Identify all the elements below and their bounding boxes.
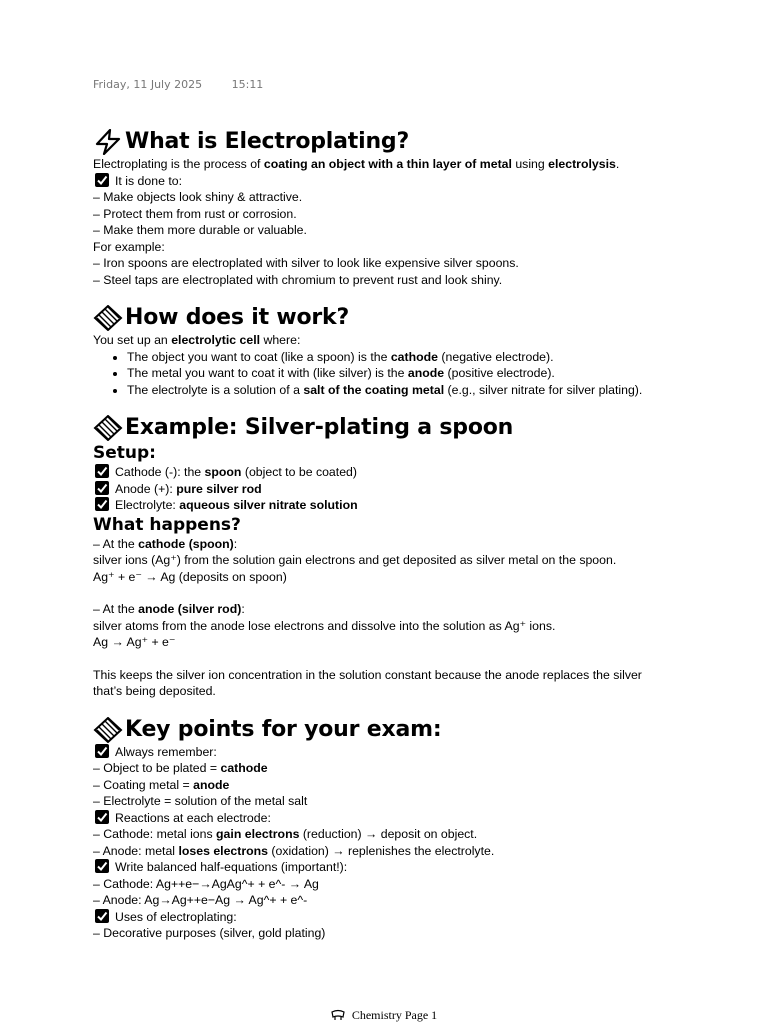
paragraph: – At the cathode (spoon): <box>93 536 238 551</box>
checklist-item: Reactions at each electrode: <box>93 810 743 827</box>
page-footer <box>0 1008 768 1025</box>
paragraph: This keeps the silver ion concentration in the solution constant because the anode replaces the silver <box>93 667 642 682</box>
list-item: – Protect them from rust or corrosion. <box>93 206 297 221</box>
checklist-item: Electrolyte: aqueous silver nitrate solution <box>93 497 743 514</box>
check-icon <box>95 909 109 923</box>
check-icon <box>95 464 109 478</box>
note-timestamp <box>93 78 263 91</box>
check-icon <box>95 810 109 824</box>
bullet-list <box>93 349 743 399</box>
list-item: • The object you want to coat (like a spoon) is the cathode (negative electrode). <box>127 349 743 366</box>
subheading-what-happens: What happens? <box>93 514 241 535</box>
checklist-item: It is done to: <box>93 173 743 190</box>
paragraph: silver atoms from the anode lose electrons and dissolve into the solution as Ag⁺ ions. <box>93 618 556 633</box>
list-item: – Decorative purposes (silver, gold plating) <box>93 926 326 940</box>
paragraph: that’s being deposited. <box>93 684 216 698</box>
checklist-item: Write balanced half-equations (important!): <box>93 859 743 876</box>
footer-label: Chemistry Page 1 <box>351 1008 438 1022</box>
check-icon <box>95 744 109 758</box>
hatched-diamond-icon <box>93 304 125 332</box>
notebook-icon <box>331 1009 345 1025</box>
hatched-diamond-icon <box>93 716 125 744</box>
paragraph: – At the anode (silver rod): <box>93 602 245 616</box>
checklist-item: Always remember: <box>93 744 743 761</box>
list-item: – Coating metal = anode <box>93 777 230 792</box>
paragraph: For example: <box>93 239 165 254</box>
lightning-icon <box>93 128 125 156</box>
section-heading-electroplating: What is Electroplating? <box>93 128 743 156</box>
section-heading-key-points: Key points for your exam: <box>93 716 743 744</box>
check-icon <box>95 481 109 495</box>
section-heading-how-it-works: How does it work? <box>93 304 743 332</box>
note-time: 15:11 <box>231 78 264 91</box>
list-item: • The metal you want to coat it with (like silver) is the anode (positive electrode). <box>127 365 743 382</box>
list-item: – Cathode: metal ions gain electrons (reduction) → deposit on object. <box>93 827 478 841</box>
list-item: – Steel taps are electroplated with chromium to prevent rust and look shiny. <box>93 272 503 287</box>
check-icon <box>95 173 109 187</box>
checklist-item: Uses of electroplating: <box>93 909 743 926</box>
paragraph: You set up an electrolytic cell where: <box>93 333 301 347</box>
equation: Ag → Ag⁺ + e⁻ <box>93 635 176 649</box>
list-item: – Anode: metal loses electrons (oxidation) → replenishes the electrolyte. <box>93 843 495 858</box>
list-item: – Cathode: Ag++e−→AgAg^+ + e^- → Ag <box>93 876 319 891</box>
list-item: • The electrolyte is a solution of a salt of the coating metal (e.g., silver nitrate for silver plating). <box>127 382 743 399</box>
note-date: Friday, 11 July 2025 <box>93 78 203 91</box>
list-item: – Make them more durable or valuable. <box>93 223 307 237</box>
check-icon <box>95 497 109 511</box>
checklist-item: Anode (+): pure silver rod <box>93 481 743 498</box>
list-item: – Object to be plated = cathode <box>93 761 268 775</box>
hatched-diamond-icon <box>93 414 125 442</box>
list-item: – Iron spoons are electroplated with silver to look like expensive silver spoons. <box>93 256 519 270</box>
section-heading-example: Example: Silver-plating a spoon <box>93 414 743 442</box>
note-content <box>93 128 743 942</box>
list-item: – Electrolyte = solution of the metal salt <box>93 794 308 808</box>
paragraph: Electroplating is the process of coating an object with a thin layer of metal using electrolysis. <box>93 157 620 171</box>
equation: Ag⁺ + e⁻ → Ag (deposits on spoon) <box>93 569 287 584</box>
check-icon <box>95 859 109 873</box>
list-item: – Anode: Ag→Ag++e−Ag → Ag^+ + e^- <box>93 893 308 907</box>
checklist-item: Cathode (-): the spoon (object to be coated) <box>93 464 743 481</box>
list-item: – Make objects look shiny & attractive. <box>93 190 303 204</box>
paragraph: silver ions (Ag⁺) from the solution gain electrons and get deposited as silver metal on the spoon. <box>93 553 617 567</box>
subheading-setup: Setup: <box>93 443 156 463</box>
